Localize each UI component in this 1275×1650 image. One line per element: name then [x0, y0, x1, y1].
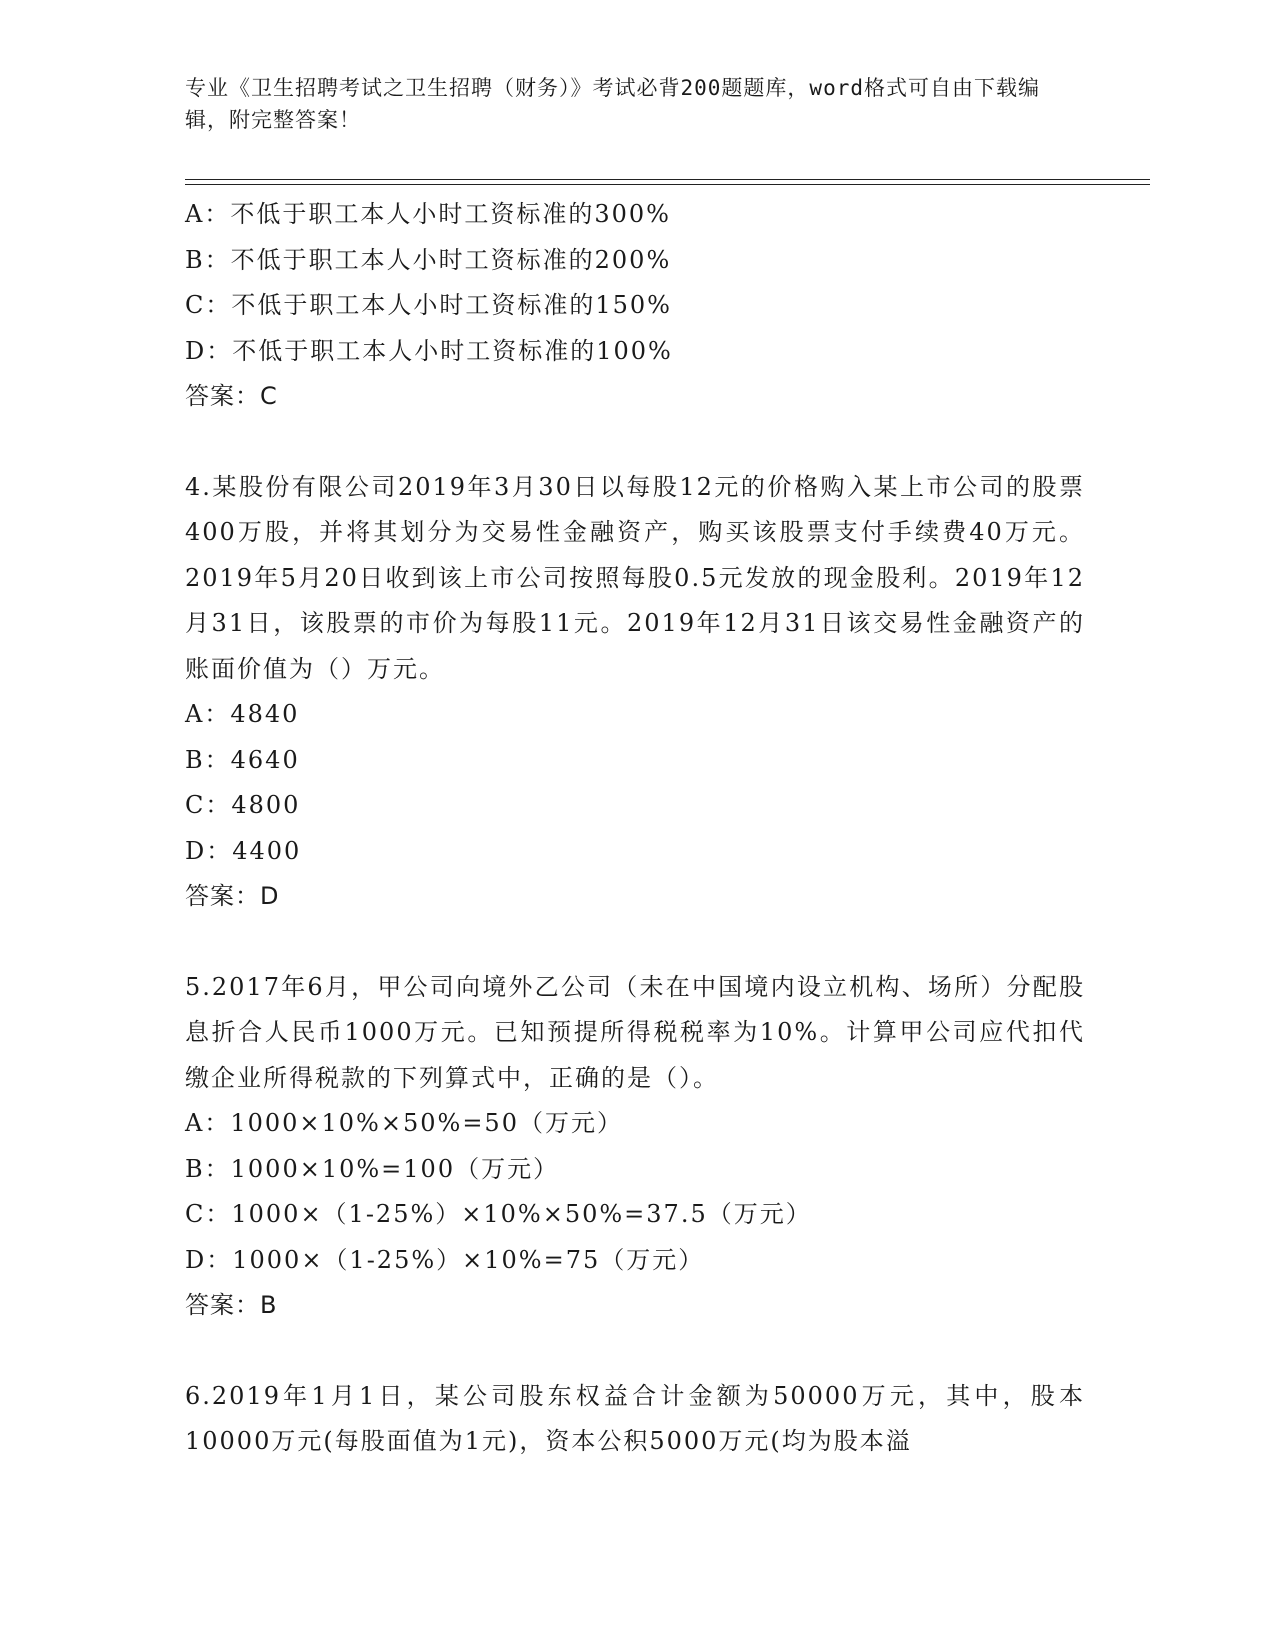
question-5-option-b: B：1000×10%=100（万元）: [185, 1154, 560, 1183]
question-4-option-a: A：4840: [185, 700, 300, 728]
question-3-option-a: A：不低于职工本人小时工资标准的300%: [185, 200, 671, 228]
question-6-text: 6.2019年1月1日，某公司股东权益合计金额为50000万元，其中，股本10000万元(每股面值为1元)，资本公积5000万元(均为股本溢: [185, 1381, 1085, 1455]
spacer: [185, 420, 1085, 465]
question-3-answer: 答案：C: [185, 382, 278, 410]
question-5-text: 5.2017年6月，甲公司向境外乙公司（未在中国境内设立机构、场所）分配股息折合人民币1000万元。已知预提所得税税率为10%。计算甲公司应代扣代缴企业所得税款的下列算式中，正确的是（）。: [185, 972, 1085, 1092]
question-5-option-a: A：1000×10%×50%=50（万元）: [185, 1109, 623, 1137]
spacer: [185, 920, 1085, 965]
question-3-option-d: D：不低于职工本人小时工资标准的100%: [185, 336, 673, 365]
spacer: [185, 1329, 1085, 1374]
header-rule-top: [185, 179, 1150, 180]
question-4-option-d: D：4400: [185, 836, 302, 865]
question-5-option-c: C：1000×（1-25%）×10%×50%=37.5（万元）: [185, 1200, 812, 1228]
document-header: 专业《卫生招聘考试之卫生招聘（财务）》考试必背200题题库，word格式可自由下载编辑，附完整答案！: [185, 76, 1040, 132]
question-6: [185, 1374, 1085, 1465]
question-4-option-c: C：4800: [185, 791, 301, 819]
question-4-answer: 答案：D: [185, 882, 280, 910]
header-rule-bottom: [185, 184, 1150, 185]
question-5: [185, 965, 1085, 1329]
document-body: [185, 192, 1085, 1465]
question-3: [185, 192, 1085, 420]
question-4: [185, 465, 1085, 920]
question-4-option-b: B：4640: [185, 745, 300, 774]
question-3-option-b: B：不低于职工本人小时工资标准的200%: [185, 245, 672, 274]
question-5-option-d: D：1000×（1-25%）×10%=75（万元）: [185, 1245, 705, 1274]
question-4-text: 4.某股份有限公司2019年3月30日以每股12元的价格购入某上市公司的股票400万股，并将其划分为交易性金融资产，购买该股票支付手续费40万元。2019年5月20日收到该上市公司按照每股0.5元发放的现金股利。2019年12月31日，该股票的市价为每股11元。2019年12月31日该交易性金融资产的账面价值为（）万元。: [185, 472, 1085, 683]
question-3-option-c: C：不低于职工本人小时工资标准的150%: [185, 291, 672, 319]
question-5-answer: 答案：B: [185, 1291, 278, 1319]
